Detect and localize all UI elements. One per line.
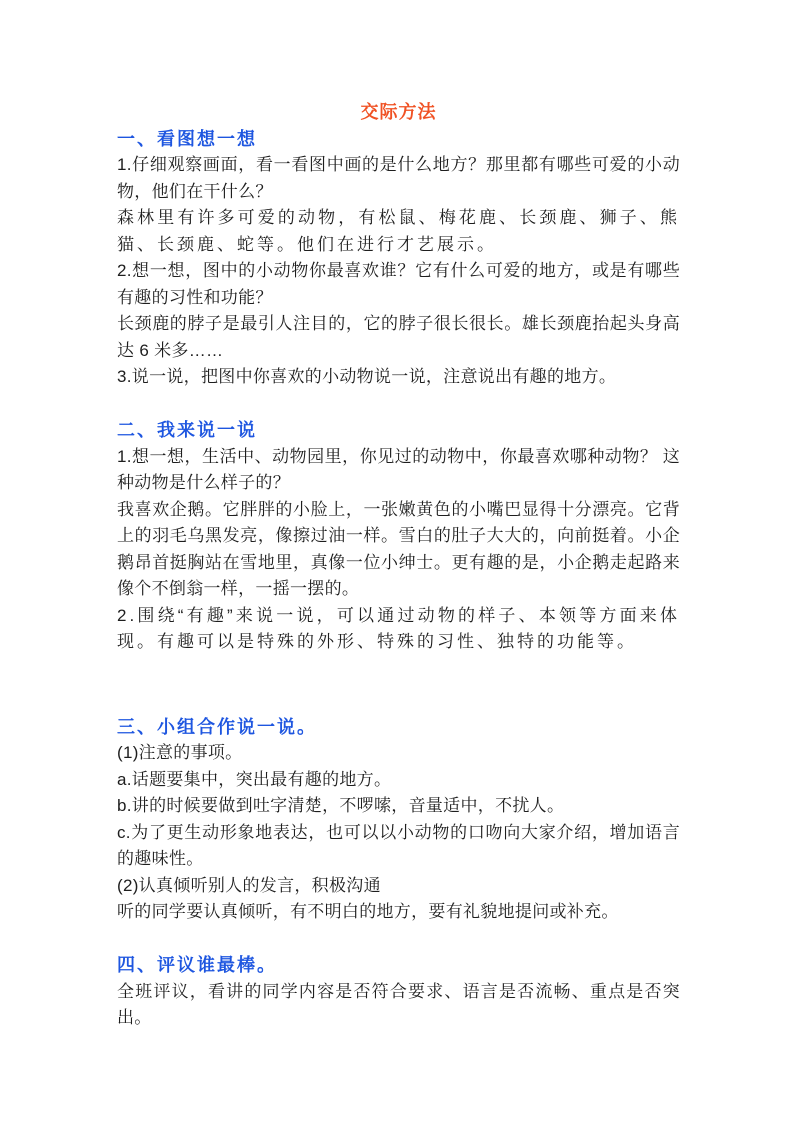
- paragraph: 我喜欢企鹅。它胖胖的小脸上，一张嫩黄色的小嘴巴显得十分漂亮。它背上的羽毛乌黑发亮，像擦过油一样。雪白的肚子大大的，向前挺着。小企鹅昂首挺胸站在雪地里，真像一位小绅士。更有趣的是，小企鹅走起路来像个不倒翁一样，一摇一摆的。: [117, 499, 680, 598]
- section-heading: 一、看图想一想: [117, 128, 257, 149]
- paragraph: 2.围绕“有趣”来说一说，可以通过动物的样子、本领等方面来体现。有趣可以是特殊的外形、特殊的习性、独特的功能等。: [117, 605, 680, 651]
- paragraph: (2)认真倾听别人的发言，积极沟通: [117, 875, 381, 895]
- paragraph: (1)注意的事项。: [117, 743, 243, 762]
- paragraph: 听的同学要认真倾听，有不明白的地方，要有礼貌地提问或补充。: [117, 902, 619, 921]
- paragraph: 全班评议，看讲的同学内容是否符合要求、语言是否流畅、重点是否突出。: [117, 981, 680, 1027]
- document-sections: [117, 126, 680, 1032]
- paragraph: 1.仔细观察画面，看一看图中画的是什么地方？那里都有哪些可爱的小动物，他们在干什么？: [117, 155, 680, 201]
- section-heading: 三、小组合作说一说。: [117, 716, 317, 737]
- section: [117, 952, 680, 1032]
- section: [117, 417, 680, 656]
- document-title: 交际方法: [360, 102, 437, 122]
- paragraph: c.为了更生动形象地表达，也可以以小动物的口吻向大家介绍，增加语言的趣味性。: [117, 822, 680, 868]
- paragraph: 3.说一说，把图中你喜欢的小动物说一说，注意说出有趣的地方。: [117, 367, 617, 386]
- section: [117, 714, 680, 926]
- section: [117, 126, 680, 391]
- paragraph: 长颈鹿的脖子是最引人注目的，它的脖子很长很长。雄长颈鹿抬起头身高达 6 米多……: [117, 314, 680, 360]
- paragraph: 1.想一想，生活中、动物园里，你见过的动物中，你最喜欢哪种动物？ 这种动物是什么样子的？: [117, 446, 680, 492]
- paragraph: b.讲的时候要做到吐字清楚，不啰嗦，音量适中，不扰人。: [117, 796, 565, 815]
- paragraph: 2.想一想，图中的小动物你最喜欢谁？它有什么可爱的地方，或是有哪些有趣的习性和功能？: [117, 261, 680, 307]
- section-heading: 四、评议谁最棒。: [117, 955, 277, 975]
- paragraph: a.话题要集中，突出最有趣的地方。: [117, 769, 392, 789]
- paragraph: 森林里有许多可爱的动物，有松鼠、梅花鹿、长颈鹿、狮子、熊猫、长颈鹿、蛇等。他们在进行才艺展示。: [117, 208, 680, 254]
- section-heading: 二、我来说一说: [117, 420, 257, 440]
